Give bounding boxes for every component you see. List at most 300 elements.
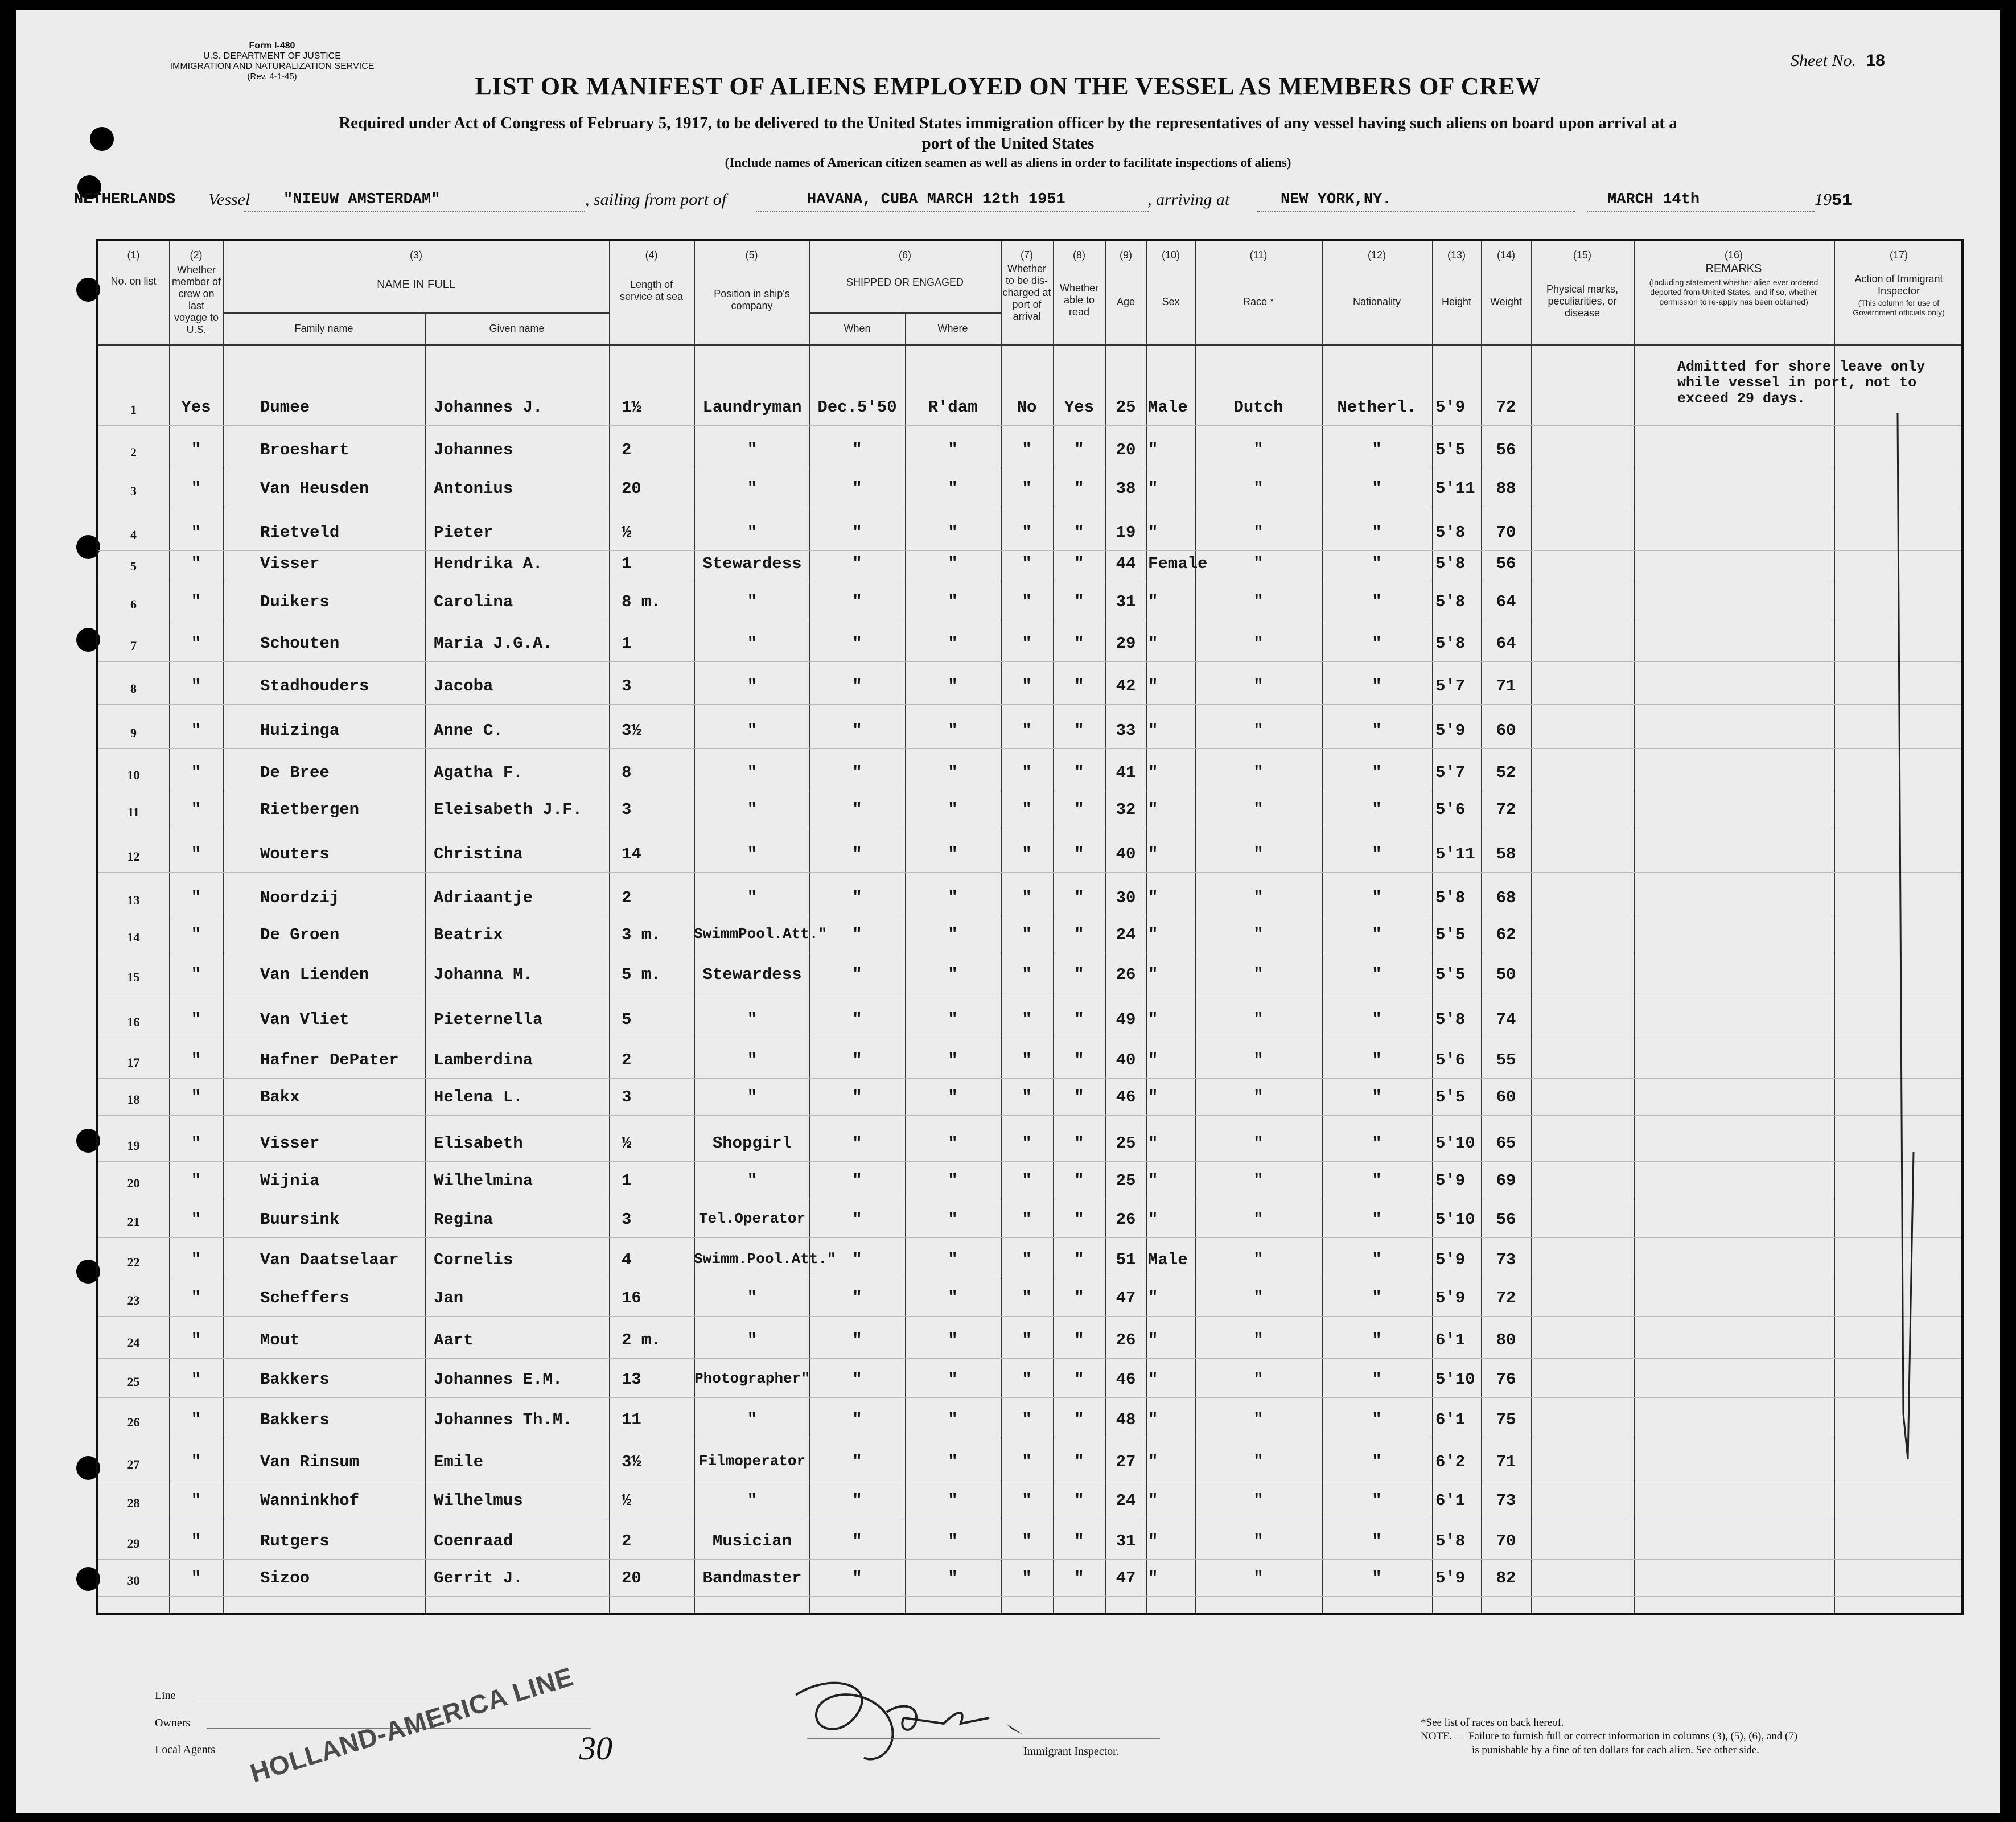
cell-race: " bbox=[1253, 1210, 1264, 1229]
cell-position: " bbox=[747, 721, 758, 740]
cell-race: " bbox=[1253, 1569, 1264, 1587]
cell-position: Stewardess bbox=[702, 965, 802, 984]
cell-weight: 73 bbox=[1496, 1491, 1516, 1510]
row-separator bbox=[98, 1358, 1961, 1359]
cell-read: " bbox=[1074, 1569, 1084, 1587]
cell-nat: " bbox=[1372, 1088, 1382, 1107]
cell-when: " bbox=[852, 1010, 862, 1029]
cell-sex: " bbox=[1148, 845, 1158, 863]
cell-weight: 82 bbox=[1496, 1569, 1516, 1587]
table-row bbox=[98, 1088, 1961, 1111]
cell-height: 5'8 bbox=[1435, 554, 1466, 573]
cell-position: " bbox=[747, 1289, 758, 1307]
cell-service: 1 bbox=[622, 634, 632, 653]
cell-prev: " bbox=[191, 1453, 201, 1471]
page-title: LIST OR MANIFEST OF ALIENS EMPLOYED ON THE VESSEL AS MEMBERS OF CREW bbox=[475, 72, 1541, 100]
cell-given: Coenraad bbox=[434, 1532, 513, 1550]
cell-age: 46 bbox=[1116, 1370, 1136, 1389]
cell-where: " bbox=[948, 1491, 958, 1510]
cell-age: 24 bbox=[1116, 1491, 1136, 1510]
cell-weight: 74 bbox=[1496, 1010, 1516, 1029]
cell-height: 5'7 bbox=[1435, 763, 1466, 782]
cell-when: " bbox=[852, 763, 862, 782]
cell-nat: " bbox=[1372, 1289, 1382, 1307]
cell-family: Rutgers bbox=[260, 1532, 330, 1550]
cell-read: " bbox=[1074, 1331, 1084, 1350]
cell-disch: " bbox=[1022, 1210, 1032, 1229]
cell-weight: 60 bbox=[1496, 1088, 1516, 1107]
cell-position: " bbox=[747, 763, 758, 782]
cell-sex: " bbox=[1148, 1532, 1158, 1550]
cell-family: Mout bbox=[260, 1331, 300, 1350]
cell-when: " bbox=[852, 554, 862, 573]
port-to: NEW YORK,NY. bbox=[1281, 191, 1392, 208]
cell-read: " bbox=[1074, 1289, 1084, 1307]
table-row bbox=[98, 721, 1961, 744]
cell-height: 6'1 bbox=[1435, 1491, 1466, 1510]
table-row bbox=[98, 1051, 1961, 1074]
cell-sex: " bbox=[1148, 677, 1158, 696]
form-number: Form I-480 bbox=[249, 41, 295, 51]
cell-prev: " bbox=[191, 1171, 201, 1190]
cell-read: " bbox=[1074, 1491, 1084, 1510]
cell-height: 5'9 bbox=[1435, 1569, 1466, 1587]
cell-disch: " bbox=[1022, 677, 1032, 696]
cell-when: Dec.5'50 bbox=[817, 398, 897, 417]
vessel-label: Vessel bbox=[208, 190, 250, 209]
cell-position: Photographer" bbox=[694, 1370, 810, 1387]
cell-no: 24 bbox=[127, 1335, 140, 1350]
form-service: IMMIGRATION AND NATURALIZATION SERVICE bbox=[170, 61, 375, 71]
cell-service: 2 bbox=[622, 1051, 632, 1070]
cell-where: " bbox=[948, 593, 958, 611]
cell-weight: 60 bbox=[1496, 721, 1516, 740]
cell-position: Swimm.Pool.Att." bbox=[694, 1251, 836, 1268]
cell-read: " bbox=[1074, 523, 1084, 542]
cell-height: 5'9 bbox=[1435, 1289, 1466, 1307]
cell-read: " bbox=[1074, 721, 1084, 740]
cell-age: 31 bbox=[1116, 593, 1136, 611]
cell-where: " bbox=[948, 1331, 958, 1350]
cell-disch: " bbox=[1022, 763, 1032, 782]
cell-given: Beatrix bbox=[434, 926, 503, 944]
cell-height: 6'1 bbox=[1435, 1410, 1466, 1429]
cell-sex: " bbox=[1148, 1051, 1158, 1070]
cell-given: Eleisabeth J.F. bbox=[434, 800, 583, 819]
col-header-physical: Physical marks, peculiarities, or disease bbox=[1546, 283, 1619, 319]
cell-prev: " bbox=[191, 523, 201, 542]
table-row bbox=[98, 800, 1961, 823]
cell-height: 5'5 bbox=[1435, 441, 1466, 459]
cell-nat: " bbox=[1372, 1370, 1382, 1389]
cell-when: " bbox=[852, 593, 862, 611]
cell-race: " bbox=[1253, 593, 1264, 611]
cell-race: " bbox=[1253, 1251, 1264, 1269]
col-header-shipped: SHIPPED OR ENGAGED bbox=[846, 277, 964, 288]
cell-when: " bbox=[852, 1210, 862, 1229]
cell-sex: " bbox=[1148, 1210, 1158, 1229]
cell-family: Schouten bbox=[260, 634, 340, 653]
cell-race: " bbox=[1253, 554, 1264, 573]
cell-age: 44 bbox=[1116, 554, 1136, 573]
table-row bbox=[98, 1532, 1961, 1554]
col-number: (7) bbox=[1021, 249, 1033, 261]
table-row bbox=[98, 1453, 1961, 1475]
cell-service: ½ bbox=[622, 1134, 632, 1153]
cell-when: " bbox=[852, 1088, 862, 1107]
cell-sex: Female bbox=[1148, 554, 1208, 573]
cell-given: Maria J.G.A. bbox=[434, 634, 553, 653]
cell-given: Helena L. bbox=[434, 1088, 523, 1107]
cell-prev: " bbox=[191, 800, 201, 819]
cell-given: Christina bbox=[434, 845, 523, 863]
arrival-date: MARCH 14th bbox=[1607, 191, 1700, 208]
table-row bbox=[98, 677, 1961, 700]
cell-weight: 64 bbox=[1496, 593, 1516, 611]
cell-disch: " bbox=[1022, 889, 1032, 907]
cell-sex: " bbox=[1148, 1331, 1158, 1350]
cell-when: " bbox=[852, 800, 862, 819]
cell-sex: Male bbox=[1148, 398, 1188, 417]
cell-age: 47 bbox=[1116, 1289, 1136, 1307]
cell-family: Rietbergen bbox=[260, 800, 360, 819]
cell-service: 1 bbox=[622, 554, 632, 573]
cell-family: Van Heusden bbox=[260, 479, 369, 498]
row-separator bbox=[98, 1078, 1961, 1079]
cell-sex: " bbox=[1148, 479, 1158, 498]
vessel-name: "NIEUW AMSTERDAM" bbox=[283, 191, 441, 208]
cell-height: 5'5 bbox=[1435, 1088, 1466, 1107]
cell-height: 5'8 bbox=[1435, 889, 1466, 907]
col-header-service: Length of service at sea bbox=[619, 279, 684, 302]
cell-family: Van Lienden bbox=[260, 965, 369, 984]
cell-no: 28 bbox=[127, 1496, 140, 1510]
table-row bbox=[98, 1171, 1961, 1194]
cell-age: 46 bbox=[1116, 1088, 1136, 1107]
cell-service: 20 bbox=[622, 1569, 641, 1587]
cell-nat: " bbox=[1372, 479, 1382, 498]
vessel-flag: NETHERLANDS bbox=[74, 191, 176, 208]
row-separator bbox=[98, 661, 1961, 662]
cell-height: 5'7 bbox=[1435, 677, 1466, 696]
cell-age: 30 bbox=[1116, 889, 1136, 907]
cell-weight: 72 bbox=[1496, 1289, 1516, 1307]
footer-owners-label: Owners bbox=[155, 1717, 191, 1729]
cell-given: Agatha F. bbox=[434, 763, 523, 782]
col-header-read: Whether able to read bbox=[1059, 282, 1099, 318]
cell-height: 6'2 bbox=[1435, 1453, 1466, 1471]
cell-weight: 76 bbox=[1496, 1370, 1516, 1389]
cell-age: 49 bbox=[1116, 1010, 1136, 1029]
cell-race: " bbox=[1253, 1010, 1264, 1029]
row-separator bbox=[98, 1596, 1961, 1597]
cell-where: " bbox=[948, 1453, 958, 1471]
cell-where: " bbox=[948, 441, 958, 459]
cell-service: 3 m. bbox=[622, 926, 661, 944]
col-header-remarks: REMARKS bbox=[1705, 262, 1762, 275]
cell-given: Elisabeth bbox=[434, 1134, 523, 1153]
cell-service: 11 bbox=[622, 1410, 641, 1429]
cell-where: " bbox=[948, 677, 958, 696]
cell-service: 2 bbox=[622, 1532, 632, 1550]
cell-sex: " bbox=[1148, 1410, 1158, 1429]
cell-weight: 75 bbox=[1496, 1410, 1516, 1429]
cell-read: " bbox=[1074, 1370, 1084, 1389]
cell-sex: " bbox=[1148, 634, 1158, 653]
cell-sex: " bbox=[1148, 523, 1158, 542]
cell-height: 5'6 bbox=[1435, 800, 1466, 819]
cell-position: " bbox=[747, 441, 758, 459]
cell-disch: " bbox=[1022, 1532, 1032, 1550]
cell-position: Stewardess bbox=[702, 554, 802, 573]
cell-prev: " bbox=[191, 441, 201, 459]
sailing-label: , sailing from port of bbox=[585, 190, 727, 209]
cell-disch: " bbox=[1022, 845, 1032, 863]
col-header-age: Age bbox=[1116, 296, 1135, 307]
cell-race: " bbox=[1253, 677, 1264, 696]
cell-given: Adriaantje bbox=[434, 889, 533, 907]
cell-nat: " bbox=[1372, 1331, 1382, 1350]
crew-table bbox=[96, 239, 1964, 1615]
cell-disch: " bbox=[1022, 523, 1032, 542]
col-number: (16) bbox=[1724, 249, 1743, 261]
table-row bbox=[98, 1134, 1961, 1157]
cell-sex: " bbox=[1148, 926, 1158, 944]
cell-given: Anne C. bbox=[434, 721, 503, 740]
cell-nat: " bbox=[1372, 1134, 1382, 1153]
cell-position: " bbox=[747, 1171, 758, 1190]
cell-prev: " bbox=[191, 926, 201, 944]
cell-position: " bbox=[747, 523, 758, 542]
cell-position: Laundryman bbox=[702, 398, 802, 417]
row-separator bbox=[98, 425, 1961, 426]
cell-disch: " bbox=[1022, 479, 1032, 498]
cell-read: " bbox=[1074, 1251, 1084, 1269]
cell-where: " bbox=[948, 1210, 958, 1229]
cell-read: " bbox=[1074, 1134, 1084, 1153]
cell-read: " bbox=[1074, 845, 1084, 863]
cell-service: 16 bbox=[622, 1289, 641, 1307]
cell-when: " bbox=[852, 965, 862, 984]
cell-given: Johannes E.M. bbox=[434, 1370, 563, 1389]
cell-no: 3 bbox=[130, 484, 137, 498]
cell-read: " bbox=[1074, 965, 1084, 984]
cell-given: Wilhelmina bbox=[434, 1171, 533, 1190]
cell-nat: " bbox=[1372, 845, 1382, 863]
manifest-sheet bbox=[16, 10, 2000, 1813]
cell-race: " bbox=[1253, 1134, 1264, 1153]
table-row bbox=[98, 1251, 1961, 1273]
cell-nat: " bbox=[1372, 1532, 1382, 1550]
cell-where: " bbox=[948, 965, 958, 984]
cell-race: " bbox=[1253, 1171, 1264, 1190]
footer-note-races: *See list of races on back hereof. bbox=[1421, 1717, 1564, 1729]
col-number: (6) bbox=[899, 249, 911, 261]
cell-nat: " bbox=[1372, 1251, 1382, 1269]
voyage-underline bbox=[1587, 211, 1815, 212]
cell-prev: " bbox=[191, 965, 201, 984]
cell-where: " bbox=[948, 1251, 958, 1269]
cell-race: " bbox=[1253, 889, 1264, 907]
cell-where: " bbox=[948, 1010, 958, 1029]
cell-weight: 55 bbox=[1496, 1051, 1516, 1070]
cell-read: " bbox=[1074, 593, 1084, 611]
cell-when: " bbox=[852, 1251, 862, 1269]
cell-position: Bandmaster bbox=[702, 1569, 802, 1587]
cell-prev: " bbox=[191, 845, 201, 863]
cell-age: 51 bbox=[1116, 1251, 1136, 1269]
cell-disch: " bbox=[1022, 1051, 1032, 1070]
cell-prev: " bbox=[191, 1088, 201, 1107]
cell-age: 19 bbox=[1116, 523, 1136, 542]
cell-where: " bbox=[948, 479, 958, 498]
subtitle-note: (Include names of American citizen seamen as well as aliens in order to facilitate inspections of aliens) bbox=[725, 155, 1291, 170]
cell-age: 26 bbox=[1116, 1210, 1136, 1229]
cell-family: Duikers bbox=[260, 593, 330, 611]
table-row bbox=[98, 845, 1961, 867]
cell-given: Johannes J. bbox=[434, 398, 543, 417]
cell-given: Jacoba bbox=[434, 677, 493, 696]
cell-disch: " bbox=[1022, 800, 1032, 819]
cell-height: 5'6 bbox=[1435, 1051, 1466, 1070]
cell-service: 2 bbox=[622, 889, 632, 907]
cell-prev: " bbox=[191, 1410, 201, 1429]
cell-disch: " bbox=[1022, 1088, 1032, 1107]
cell-when: " bbox=[852, 1171, 862, 1190]
cell-nat: " bbox=[1372, 1171, 1382, 1190]
cell-weight: 71 bbox=[1496, 677, 1516, 696]
cell-no: 13 bbox=[127, 893, 140, 907]
table-row bbox=[98, 1569, 1961, 1591]
cell-read: " bbox=[1074, 1010, 1084, 1029]
cell-where: " bbox=[948, 926, 958, 944]
col-header-where: Where bbox=[937, 323, 968, 334]
cell-service: 14 bbox=[622, 845, 641, 863]
cell-position: " bbox=[747, 634, 758, 653]
cell-no: 1 bbox=[130, 402, 137, 417]
cell-given: Pieter bbox=[434, 523, 493, 542]
cell-prev: " bbox=[191, 889, 201, 907]
cell-no: 10 bbox=[127, 768, 140, 782]
cell-prev: " bbox=[191, 1491, 201, 1510]
cell-position: " bbox=[747, 593, 758, 611]
cell-service: 3 bbox=[622, 800, 632, 819]
cell-age: 25 bbox=[1116, 1134, 1136, 1153]
col-header-action-note: (This column for use of Government officials only) bbox=[1853, 298, 1945, 317]
cell-prev: " bbox=[191, 634, 201, 653]
cell-sex: " bbox=[1148, 889, 1158, 907]
cell-weight: 62 bbox=[1496, 926, 1516, 944]
cell-prev: " bbox=[191, 721, 201, 740]
cell-race: " bbox=[1253, 1051, 1264, 1070]
sheet-label: Sheet No. bbox=[1791, 51, 1856, 70]
cell-race: " bbox=[1253, 721, 1264, 740]
cell-given: Aart bbox=[434, 1331, 474, 1350]
cell-height: 5'8 bbox=[1435, 1010, 1466, 1029]
cell-nat: " bbox=[1372, 763, 1382, 782]
col-number: (5) bbox=[745, 249, 758, 261]
cell-sex: " bbox=[1148, 1569, 1158, 1587]
cell-nat: " bbox=[1372, 1491, 1382, 1510]
col-header-height: Height bbox=[1441, 296, 1472, 307]
cell-weight: 70 bbox=[1496, 523, 1516, 542]
cell-nat: " bbox=[1372, 441, 1382, 459]
form-department: U.S. DEPARTMENT OF JUSTICE bbox=[203, 51, 341, 61]
cell-prev: " bbox=[191, 1331, 201, 1350]
cell-prev: " bbox=[191, 1532, 201, 1550]
cell-family: Dumee bbox=[260, 398, 310, 417]
cell-weight: 88 bbox=[1496, 479, 1516, 498]
cell-service: 8 m. bbox=[622, 593, 661, 611]
col-number: (1) bbox=[127, 249, 140, 261]
cell-sex: " bbox=[1148, 1134, 1158, 1153]
cell-nat: " bbox=[1372, 677, 1382, 696]
cell-weight: 64 bbox=[1496, 634, 1516, 653]
arriving-label: , arriving at bbox=[1147, 190, 1230, 209]
cell-sex: Male bbox=[1148, 1251, 1188, 1269]
sheet-number: 18 bbox=[1866, 51, 1885, 70]
col-number: (15) bbox=[1573, 249, 1591, 261]
cell-family: Stadhouders bbox=[260, 677, 369, 696]
cell-when: " bbox=[852, 1532, 862, 1550]
form-revision: (Rev. 4-1-45) bbox=[247, 72, 297, 81]
cell-position: SwimmPool.Att." bbox=[694, 926, 828, 943]
cell-when: " bbox=[852, 926, 862, 944]
cell-position: Tel.Operator bbox=[698, 1210, 806, 1227]
cell-disch: " bbox=[1022, 554, 1032, 573]
cell-no: 19 bbox=[127, 1138, 140, 1153]
cell-race: " bbox=[1253, 523, 1264, 542]
col-number: (3) bbox=[410, 249, 422, 261]
cell-when: " bbox=[852, 479, 862, 498]
table-row bbox=[98, 441, 1961, 463]
col-number: (9) bbox=[1120, 249, 1132, 261]
cell-nat: " bbox=[1372, 523, 1382, 542]
cell-age: 27 bbox=[1116, 1453, 1136, 1471]
cell-sex: " bbox=[1148, 721, 1158, 740]
cell-prev: " bbox=[191, 1210, 201, 1229]
cell-sex: " bbox=[1148, 593, 1158, 611]
cell-family: Wouters bbox=[260, 845, 330, 863]
cell-race: " bbox=[1253, 634, 1264, 653]
cell-no: 12 bbox=[127, 849, 140, 863]
cell-weight: 58 bbox=[1496, 845, 1516, 863]
cell-no: 5 bbox=[130, 559, 137, 573]
cell-height: 5'8 bbox=[1435, 1532, 1466, 1550]
col-number: (14) bbox=[1496, 249, 1515, 261]
col-header-no: No. on list bbox=[110, 275, 157, 287]
cell-position: " bbox=[747, 845, 758, 863]
cell-disch: " bbox=[1022, 593, 1032, 611]
cell-read: " bbox=[1074, 634, 1084, 653]
cell-age: 47 bbox=[1116, 1569, 1136, 1587]
col-header-action: Action of Immigrant Inspector bbox=[1854, 273, 1943, 297]
cell-read: Yes bbox=[1064, 398, 1095, 417]
cell-when: " bbox=[852, 441, 862, 459]
cell-family: Sizoo bbox=[260, 1569, 310, 1587]
cell-given: Pieternella bbox=[434, 1010, 543, 1029]
cell-no: 14 bbox=[127, 930, 140, 944]
cell-given: Wilhelmus bbox=[434, 1491, 523, 1510]
cell-nat: " bbox=[1372, 1453, 1382, 1471]
cell-weight: 80 bbox=[1496, 1331, 1516, 1350]
cell-given: Emile bbox=[434, 1453, 484, 1471]
cell-age: 20 bbox=[1116, 441, 1136, 459]
cell-disch: " bbox=[1022, 965, 1032, 984]
inspector-signature bbox=[773, 1661, 1058, 1775]
cell-service: 3 bbox=[622, 1210, 632, 1229]
cell-weight: 71 bbox=[1496, 1453, 1516, 1471]
